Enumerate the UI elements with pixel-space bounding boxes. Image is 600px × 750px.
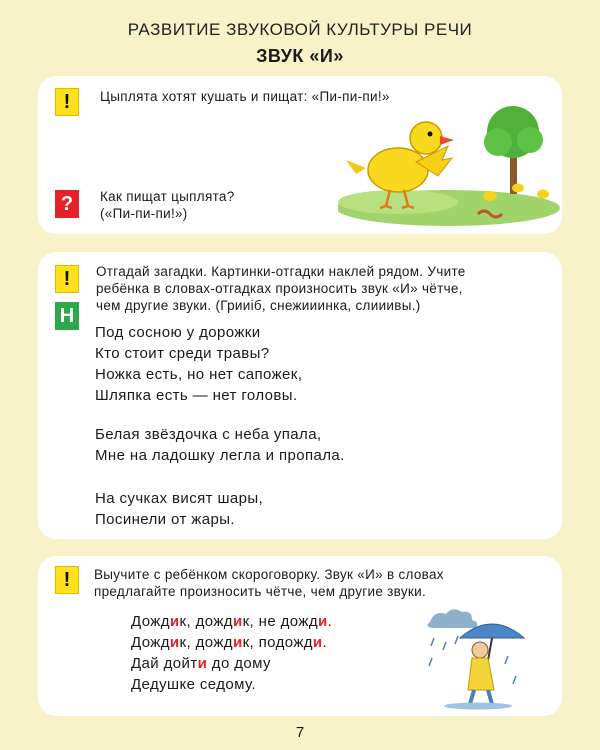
exclamation-icon: !	[55, 88, 79, 116]
question-icon: ?	[55, 190, 79, 218]
tongue-twister-line: Дождик, дождик, не дожди.	[131, 613, 333, 630]
tongue-twister-line: Дедушке седому.	[131, 676, 256, 693]
exclamation-icon: !	[55, 265, 79, 293]
riddle-line: Ножка есть, но нет сапожек,	[95, 366, 303, 383]
tongue-twister-instruction	[94, 566, 558, 600]
boy-coat	[468, 658, 494, 690]
boy-head	[472, 642, 488, 658]
question-line: Как пищат цыплята?	[100, 189, 235, 204]
tongue-twister-line: Дождик, дождик, подожди.	[131, 634, 328, 651]
riddles-instruction	[96, 263, 556, 314]
tongue-twister-line: Дай дойти до дому	[131, 655, 271, 672]
chick-tail	[346, 160, 366, 174]
instruction-line: ребёнка в словах-отгадках произносить звук «И» чётче,	[96, 281, 463, 296]
riddle-line: На сучках висят шары,	[95, 490, 264, 507]
puddle	[444, 703, 512, 710]
exercise-card-riddles	[38, 252, 562, 539]
page-number: 7	[295, 724, 305, 741]
riddle-line: Посинели от жары.	[95, 511, 235, 528]
exercise-card-tongue-twister	[38, 556, 562, 716]
cloud	[427, 609, 477, 628]
chick-head	[410, 122, 442, 154]
exercise-card-chicks	[38, 76, 562, 234]
chicks-question	[100, 188, 235, 222]
page-header	[0, 20, 600, 67]
instruction-line: Отгадай загадки. Картинки-отгадки наклей рядом. Учите	[96, 264, 466, 279]
chick-beak	[440, 136, 454, 145]
riddle-line: Кто стоит среди травы?	[95, 345, 270, 362]
note-icon: Н	[55, 302, 79, 330]
chicks-instruction: Цыплята хотят кушать и пищат: «Пи-пи-пи!»	[100, 89, 390, 104]
rain-boy-illustration	[418, 606, 528, 710]
riddle-line: Мне на ладошку легла и пропала.	[95, 447, 345, 464]
riddle-mushroom	[95, 322, 302, 406]
riddle-plums	[95, 488, 263, 530]
boy-legs	[470, 690, 492, 704]
instruction-line: чем другие звуки. (Грииіб, снежииинка, слииивы.)	[96, 298, 421, 313]
page-subtitle: ЗВУК «И»	[256, 46, 344, 66]
small-chick	[483, 191, 497, 201]
instruction-line: предлагайте произносить чётче, чем другие звуки.	[94, 584, 426, 599]
instruction-line: Выучите с ребёнком скороговорку. Звук «И» в словах	[94, 567, 444, 582]
tongue-twister	[131, 611, 332, 695]
chick-illustration	[338, 104, 560, 226]
riddle-line: Шляпка есть — нет головы.	[95, 387, 298, 404]
riddle-line: Под сосною у дорожки	[95, 324, 261, 341]
answer-line: («Пи-пи-пи!»)	[100, 206, 188, 221]
chick-eye	[428, 132, 433, 137]
exclamation-icon: !	[55, 566, 79, 594]
page-title: РАЗВИТИЕ ЗВУКОВОЙ КУЛЬТУРЫ РЕЧИ	[127, 20, 473, 39]
chick-body	[368, 148, 428, 192]
riddle-line: Белая звёздочка с неба упала,	[95, 426, 322, 443]
riddle-snowflake	[95, 424, 345, 466]
